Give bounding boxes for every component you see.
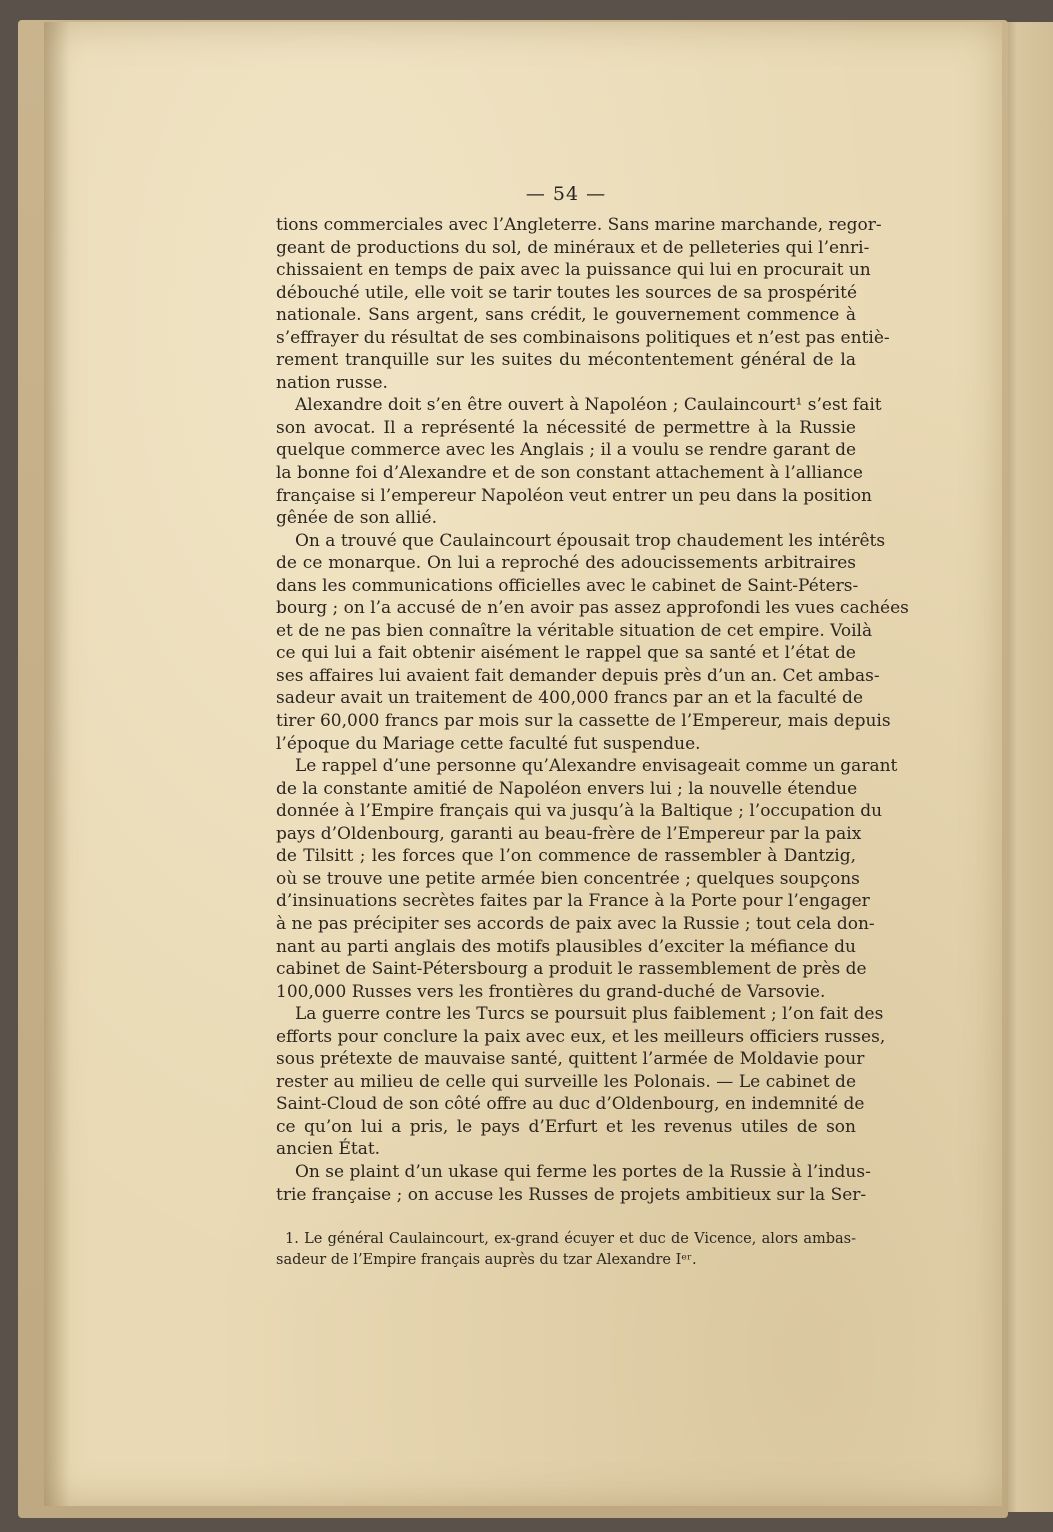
text-line: de la constante amitié de Napoléon envers lui ; la nouvelle étendue xyxy=(276,778,858,799)
body-text xyxy=(276,214,909,1206)
text-line: française si l’empereur Napoléon veut entrer un peu dans la position xyxy=(276,485,872,506)
text-line: efforts pour conclure la paix avec eux, et les meilleurs officiers russes, xyxy=(276,1026,886,1047)
text-line: d’insinuations secrètes faites par la France à la Porte pour l’engager xyxy=(276,891,870,912)
text-line: La guerre contre les Turcs se poursuit plus faiblement ; l’on fait des xyxy=(295,1004,884,1025)
text-line: où se trouve une petite armée bien concentrée ; quelques soupçons xyxy=(276,868,860,889)
text-line: dans les communications officielles avec le cabinet de Saint-Péters- xyxy=(276,575,859,596)
footnote-line: 1. Le général Caulaincourt, ex-grand écuyer et duc de Vicence, alors ambas- xyxy=(285,1231,856,1247)
text-line: Alexandre doit s’en être ouvert à Napoléon ; Caulaincourt¹ s’est fait xyxy=(295,395,882,416)
text-line: Le rappel d’une personne qu’Alexandre envisageait comme un garant xyxy=(295,756,898,777)
text-line: donnée à l’Empire français qui va jusqu’à la Baltique ; l’occupation du xyxy=(276,801,883,822)
text-line: chissaient en temps de paix avec la puissance qui lui en procurait un xyxy=(276,260,871,281)
text-line: On a trouvé que Caulaincourt épousait trop chaudement les intérêts xyxy=(295,530,886,551)
text-line: nation russe. xyxy=(276,372,388,393)
text-line: ce qu’on lui a pris, le pays d’Erfurt et les revenus utiles de son xyxy=(276,1116,856,1137)
text-line: geant de productions du sol, de minéraux et de pelleteries qui l’enri- xyxy=(276,237,870,258)
text-line: ancien État. xyxy=(276,1139,381,1160)
text-line: rement tranquille sur les suites du mécontentement général de la xyxy=(276,350,856,371)
text-line: trie française ; on accuse les Russes de projets ambitieux sur la Ser- xyxy=(276,1184,867,1205)
text-line: l’époque du Mariage cette faculté fut suspendue. xyxy=(276,733,701,754)
text-line: sadeur avait un traitement de 400,000 francs par an et la faculté de xyxy=(276,688,863,709)
text-line: rester au milieu de celle qui surveille les Polonais. — Le cabinet de xyxy=(276,1071,856,1092)
text-line: Saint-Cloud de son côté offre au duc d’Oldenbourg, en indemnité de xyxy=(276,1094,865,1115)
footnote-line: sadeur de l’Empire français auprès du tzar Alexandre Iᵉʳ. xyxy=(276,1252,697,1268)
text-line: quelque commerce avec les Anglais ; il a voulu se rendre garant de xyxy=(276,440,857,461)
page-gutter-shadow xyxy=(44,22,70,1506)
text-line: s’effrayer du résultat de ses combinaisons politiques et n’est pas entiè- xyxy=(276,327,890,348)
page-number: — 54 — xyxy=(525,183,607,205)
text-line: à ne pas précipiter ses accords de paix avec la Russie ; tout cela don- xyxy=(276,913,875,934)
text-line: 100,000 Russes vers les frontières du grand-duché de Varsovie. xyxy=(276,981,826,1002)
text-line: pays d’Oldenbourg, garanti au beau-frère de l’Empereur par la paix xyxy=(276,823,862,844)
text-line: bourg ; on l’a accusé de n’en avoir pas assez approfondi les vues cachées xyxy=(276,598,909,619)
text-line: tirer 60,000 francs par mois sur la cassette de l’Empereur, mais depuis xyxy=(276,711,891,732)
text-line: de ce monarque. On lui a reproché des adoucissements arbitraires xyxy=(276,553,856,574)
text-line: nant au parti anglais des motifs plausibles d’exciter la méfiance du xyxy=(276,936,856,957)
text-line: son avocat. Il a représenté la nécessité de permettre à la Russie xyxy=(276,417,856,438)
text-line: gênée de son allié. xyxy=(276,508,437,529)
text-line: nationale. Sans argent, sans crédit, le gouvernement commence à xyxy=(276,305,856,326)
text-line: la bonne foi d’Alexandre et de son constant attachement à l’alliance xyxy=(276,463,863,484)
text-line: ses affaires lui avaient fait demander depuis près d’un an. Cet ambas- xyxy=(276,665,880,686)
text-line: On se plaint d’un ukase qui ferme les portes de la Russie à l’indus- xyxy=(295,1161,871,1182)
text-line: cabinet de Saint-Pétersbourg a produit le rassemblement de près de xyxy=(276,959,867,980)
text-line: de Tilsitt ; les forces que l’on commence de rassembler à Dantzig, xyxy=(276,846,856,867)
text-line: et de ne pas bien connaître la véritable situation de cet empire. Voilà xyxy=(276,620,873,641)
text-line: débouché utile, elle voit se tarir toutes les sources de sa prospérité xyxy=(276,282,858,303)
text-line: ce qui lui a fait obtenir aisément le rappel que sa santé et l’état de xyxy=(276,643,856,664)
text-line: tions commerciales avec l’Angleterre. Sans marine marchande, regor- xyxy=(276,215,882,235)
text-line: sous prétexte de mauvaise santé, quittent l’armée de Moldavie pour xyxy=(276,1049,865,1070)
footnotes xyxy=(276,1229,856,1271)
